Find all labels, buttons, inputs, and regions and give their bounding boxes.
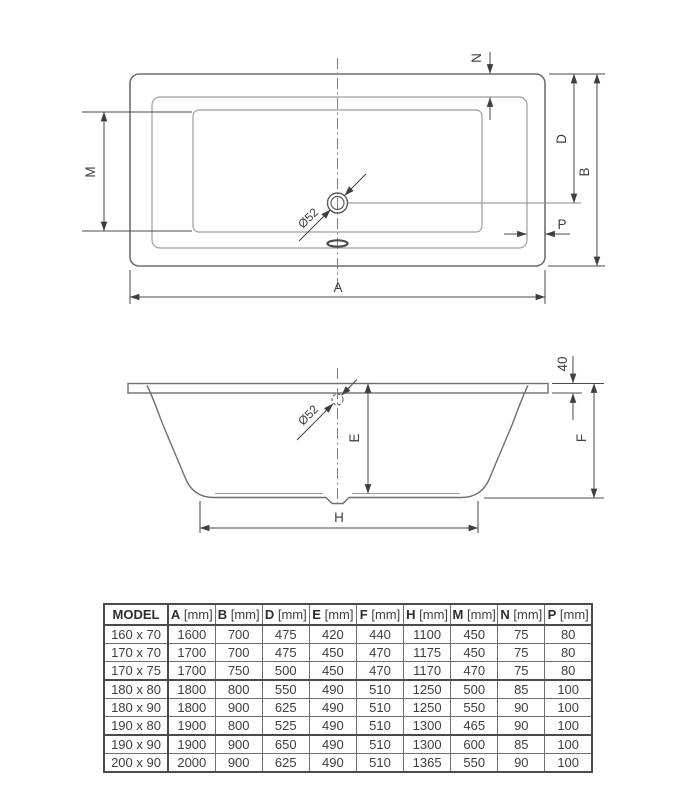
value-cell: 450 (451, 625, 498, 644)
value-cell: 1300 (404, 717, 451, 736)
value-cell: 900 (215, 699, 262, 717)
value-cell: 490 (309, 680, 356, 699)
value-cell: 80 (545, 625, 592, 644)
value-cell: 470 (356, 644, 403, 662)
value-cell: 1800 (168, 680, 215, 699)
dim-B-label: B (577, 167, 592, 177)
value-cell: 75 (498, 662, 545, 681)
dim-M-label: M (83, 166, 98, 178)
value-cell: 500 (262, 662, 309, 681)
table-header-cell (545, 604, 592, 625)
value-cell: 490 (309, 754, 356, 773)
value-cell: 1100 (404, 625, 451, 644)
value-cell: 800 (215, 717, 262, 736)
value-cell: 525 (262, 717, 309, 736)
dim-N-label: N (469, 53, 484, 63)
value-cell: 100 (545, 699, 592, 717)
value-cell: 800 (215, 680, 262, 699)
value-cell: 75 (498, 644, 545, 662)
value-cell: 80 (545, 644, 592, 662)
value-cell: 85 (498, 735, 545, 754)
value-cell: 1900 (168, 735, 215, 754)
value-cell: 510 (356, 754, 403, 773)
dimension-table-container (103, 603, 593, 773)
dim-A-label: A (333, 280, 343, 295)
side-view (128, 356, 604, 533)
table-row (104, 717, 592, 736)
value-cell: 1365 (404, 754, 451, 773)
dim-E-label: E (347, 433, 362, 443)
model-cell: 160 x 70 (104, 625, 168, 644)
model-cell: 170 x 75 (104, 662, 168, 681)
value-cell: 90 (498, 699, 545, 717)
dim-P-label: P (557, 217, 567, 232)
value-cell: 625 (262, 699, 309, 717)
value-cell: 550 (451, 754, 498, 773)
tub-inner-edge (152, 97, 527, 248)
value-cell: 100 (545, 735, 592, 754)
value-cell: 1300 (404, 735, 451, 754)
dim-H-label: H (334, 510, 344, 525)
value-cell: 500 (451, 680, 498, 699)
table-header-cell (404, 604, 451, 625)
dimension-table (103, 603, 593, 773)
value-cell: 1250 (404, 680, 451, 699)
column-letter: P (547, 607, 557, 622)
value-cell: 550 (451, 699, 498, 717)
column-letter: A (170, 607, 181, 622)
plan-view (82, 52, 605, 304)
column-unit: [mm] (513, 607, 543, 622)
value-cell: 470 (451, 662, 498, 681)
table-header-cell (356, 604, 403, 625)
value-cell: 490 (309, 699, 356, 717)
value-cell: 550 (262, 680, 309, 699)
table-header-cell (168, 604, 215, 625)
value-cell: 450 (451, 644, 498, 662)
table-header-row (104, 604, 592, 625)
value-cell: 490 (309, 717, 356, 736)
value-cell: 465 (451, 717, 498, 736)
value-cell: 90 (498, 717, 545, 736)
value-cell: 900 (215, 735, 262, 754)
dim-D-label: D (554, 134, 569, 144)
column-unit: [mm] (371, 607, 401, 622)
dim-F-label: F (574, 433, 589, 443)
value-cell: 470 (356, 662, 403, 681)
value-cell: 2000 (168, 754, 215, 773)
table-row (104, 680, 592, 699)
drain-leader-upper (345, 174, 366, 195)
value-cell: 1900 (168, 717, 215, 736)
table-header-cell (309, 604, 356, 625)
column-unit: [mm] (419, 607, 449, 622)
value-cell: 490 (309, 735, 356, 754)
table-row (104, 735, 592, 754)
value-cell: 600 (451, 735, 498, 754)
plan-drain-diameter-label: Ø52 (295, 205, 322, 232)
value-cell: 440 (356, 625, 403, 644)
value-cell: 80 (545, 662, 592, 681)
value-cell: 700 (215, 625, 262, 644)
column-letter: MODEL (112, 607, 160, 622)
table-header-cell (104, 604, 168, 625)
column-letter: F (359, 607, 368, 622)
value-cell: 475 (262, 625, 309, 644)
value-cell: 510 (356, 699, 403, 717)
column-unit: [mm] (559, 607, 589, 622)
value-cell: 510 (356, 717, 403, 736)
side-drain-diameter-label: Ø52 (295, 402, 322, 429)
model-cell: 200 x 90 (104, 754, 168, 773)
value-cell: 510 (356, 735, 403, 754)
column-letter: H (406, 607, 416, 622)
model-cell: 190 x 80 (104, 717, 168, 736)
value-cell: 625 (262, 754, 309, 773)
value-cell: 100 (545, 717, 592, 736)
value-cell: 1700 (168, 662, 215, 681)
value-cell: 450 (309, 644, 356, 662)
column-unit: [mm] (277, 607, 307, 622)
column-letter: M (452, 607, 464, 622)
value-cell: 475 (262, 644, 309, 662)
model-cell: 170 x 70 (104, 644, 168, 662)
value-cell: 90 (498, 754, 545, 773)
value-cell: 900 (215, 754, 262, 773)
table-header-cell (451, 604, 498, 625)
value-cell: 1800 (168, 699, 215, 717)
value-cell: 450 (309, 662, 356, 681)
table-header-cell (262, 604, 309, 625)
column-letter: N (500, 607, 510, 622)
model-cell: 180 x 80 (104, 680, 168, 699)
value-cell: 1170 (404, 662, 451, 681)
column-unit: [mm] (183, 607, 213, 622)
value-cell: 75 (498, 625, 545, 644)
value-cell: 1600 (168, 625, 215, 644)
table-row (104, 699, 592, 717)
value-cell: 85 (498, 680, 545, 699)
column-letter: D (264, 607, 275, 622)
column-letter: B (217, 607, 228, 622)
column-unit: [mm] (467, 607, 496, 622)
dim-rim-height-label: 40 (555, 356, 570, 372)
table-row (104, 625, 592, 644)
value-cell: 100 (545, 680, 592, 699)
column-unit: [mm] (230, 607, 260, 622)
value-cell: 100 (545, 754, 592, 773)
table-row (104, 754, 592, 773)
table-body (104, 625, 592, 772)
table-header-cell (498, 604, 545, 625)
value-cell: 510 (356, 680, 403, 699)
column-letter: E (312, 607, 321, 622)
table-row (104, 662, 592, 681)
table-header-cell (215, 604, 262, 625)
value-cell: 1250 (404, 699, 451, 717)
dim-M (82, 112, 192, 231)
model-cell: 190 x 90 (104, 735, 168, 754)
column-unit: [mm] (324, 607, 354, 622)
value-cell: 700 (215, 644, 262, 662)
model-cell: 180 x 90 (104, 699, 168, 717)
value-cell: 750 (215, 662, 262, 681)
value-cell: 420 (309, 625, 356, 644)
value-cell: 1700 (168, 644, 215, 662)
table-header (104, 604, 592, 625)
table-row (104, 644, 592, 662)
value-cell: 1175 (404, 644, 451, 662)
value-cell: 650 (262, 735, 309, 754)
